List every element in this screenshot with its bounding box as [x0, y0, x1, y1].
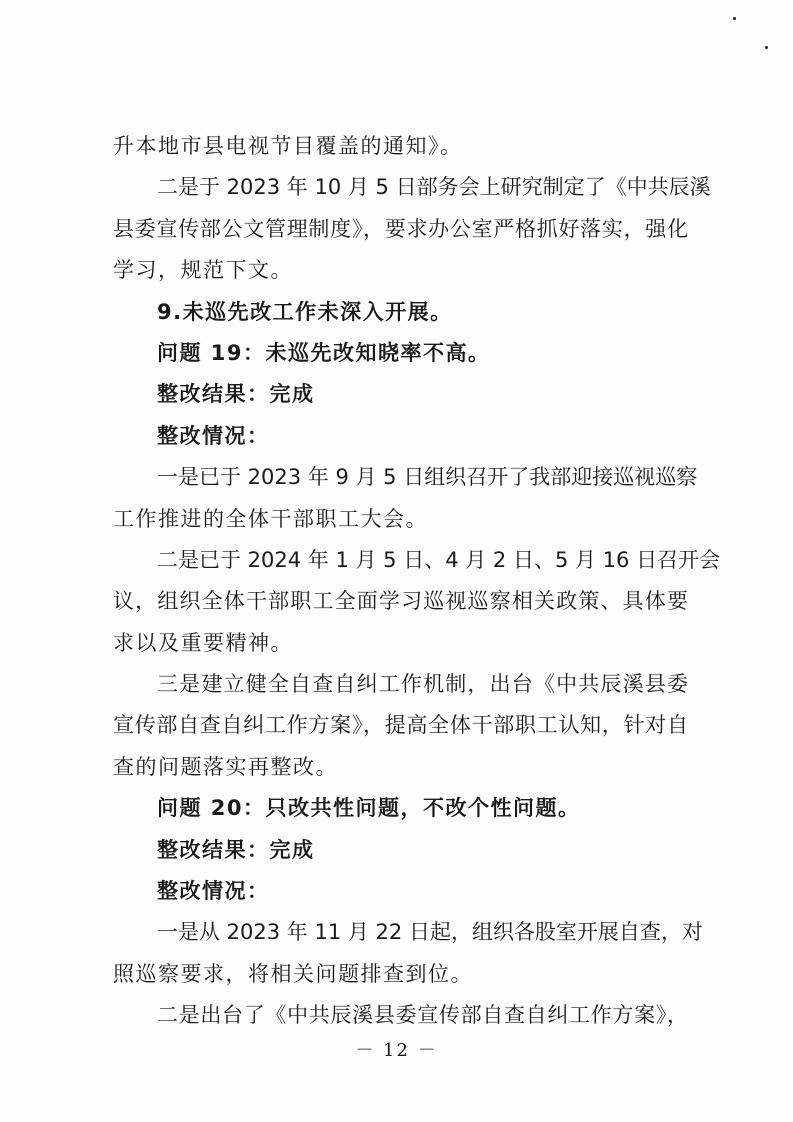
result-label: 整改结果：完成	[157, 837, 315, 862]
status-label: 整改情况：	[157, 423, 270, 448]
text-line: 求以及重要精神。	[113, 630, 293, 655]
page-number: － 12 －	[355, 1040, 438, 1061]
text-line: 二是出台了《中共辰溪县委宣传部自查自纠工作方案》，	[157, 1003, 688, 1028]
text-line: 二是于 2023 年 10 月 5 日部务会上研究制定了《中共辰溪	[157, 175, 711, 200]
text-line: 照巡察要求，将相关问题排查到位。	[113, 961, 473, 986]
issue-heading: 问题 20：只改共性问题，不改个性问题。	[157, 796, 581, 821]
text-line: 一是已于 2023 年 9 月 5 日组织召开了我部迎接巡视巡察	[157, 465, 698, 490]
text-line: 议，组织全体干部职工全面学习巡视巡察相关政策、具体要	[113, 589, 688, 614]
section-heading: 9.未巡先改工作未深入开展。	[157, 299, 453, 324]
text-line: 查的问题落实再整改。	[113, 754, 338, 779]
result-label: 整改结果：完成	[157, 382, 315, 407]
text-line: 县委宣传部公文管理制度》，要求办公室严格抓好落实，强化	[113, 216, 688, 241]
scan-speck	[733, 17, 736, 20]
text-line: 宣传部自查自纠工作方案》，提高全体干部职工认知，针对自	[113, 713, 688, 738]
text-line: 一是从 2023 年 11 月 22 日起，组织各股室开展自查，对	[157, 920, 703, 945]
body-text	[113, 126, 721, 1037]
scan-speck	[765, 46, 768, 49]
text-line: 学习，规范下文。	[113, 258, 293, 283]
text-line: 工作推进的全体干部职工大会。	[113, 506, 428, 531]
issue-heading: 问题 19：未巡先改知晓率不高。	[157, 340, 491, 365]
status-label: 整改情况：	[157, 879, 270, 904]
text-line: 升本地市县电视节目覆盖的通知》。	[113, 134, 463, 158]
text-line: 三是建立健全自查自纠工作机制，出台《中共辰溪县委	[157, 672, 688, 697]
text-line: 二是已于 2024 年 1 月 5 日、4 月 2 日、5 月 16 日召开会	[157, 547, 721, 572]
